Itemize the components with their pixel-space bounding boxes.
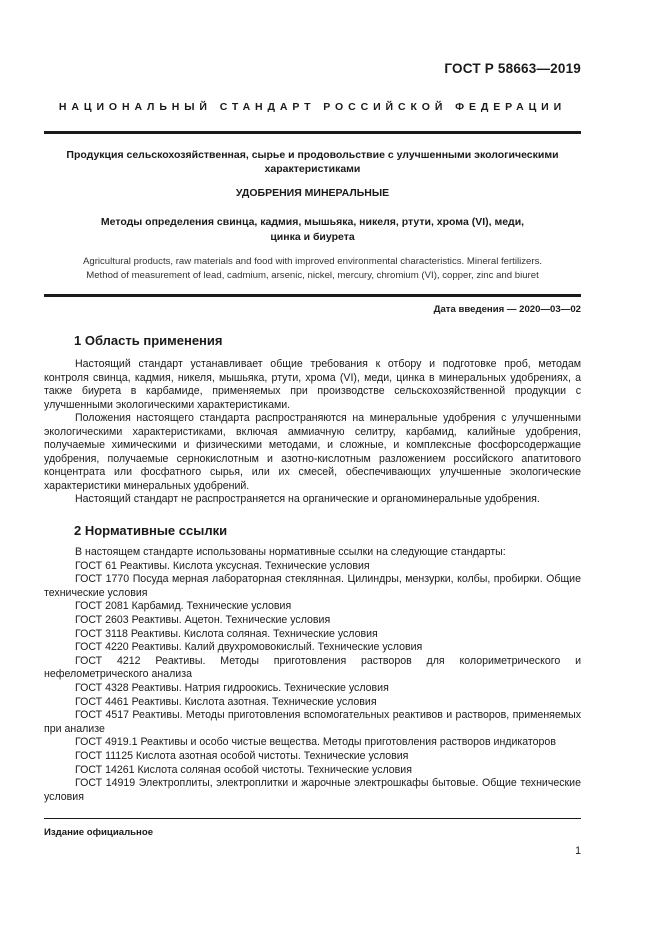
page-number: 1 bbox=[575, 845, 581, 857]
reference-item: ГОСТ 4461 Реактивы. Кислота азотная. Технические условия bbox=[75, 695, 377, 708]
english-title bbox=[44, 255, 581, 282]
national-standard-title: НАЦИОНАЛЬНЫЙ СТАНДАРТ РОССИЙСКОЙ ФЕДЕРАЦИИ bbox=[58, 101, 567, 113]
section-1-paragraph: Настоящий стандарт не распространяется на органические и органоминеральные удобрения. bbox=[75, 493, 540, 505]
reference-item: ГОСТ 14919 Электроплиты, электроплитки и жарочные электрошкафы бытовые. Общие технические условия bbox=[44, 777, 581, 803]
header-divider bbox=[44, 131, 581, 134]
reference-item: ГОСТ 4328 Реактивы. Натрия гидроокись. Технические условия bbox=[75, 682, 389, 694]
methods-line: цинка и биурета bbox=[270, 230, 355, 243]
methods-line: Методы определения свинца, кадмия, мышьяка, никеля, ртути, хрома (VI), меди, bbox=[100, 216, 525, 228]
english-title-line: Method of measurement of lead, cadmium, arsenic, nickel, mercury, chromium (VI), copper, zinc and biuret bbox=[86, 269, 539, 281]
references-intro: В настоящем стандарте использованы нормативные ссылки на следующие стандарты: bbox=[75, 546, 506, 558]
section-2-heading: 2 Нормативные ссылки bbox=[74, 523, 228, 538]
document-title bbox=[44, 148, 581, 176]
section-1-paragraph: Положения настоящего стандарта распространяются на минеральные удобрения с улучшенными экологическими характеристиками, включая аммиачную селитру, карбамид, калийные удобрения, получаемые химическими и физическими методами, и сложные, и комплексные фосфорсодержащие удобрения, получаемые сернокислотным и азотно-кислотным разложением российского апатитового концентрата или фосфатного сырья, или их смесей, обеспечивающих улучшенные экологические характеристики минеральных удобрений. bbox=[44, 412, 581, 492]
reference-item: ГОСТ 4212 Реактивы. Методы приготовления растворов для колориметрического и нефелометрического анализа bbox=[44, 654, 581, 681]
reference-item: ГОСТ 3118 Реактивы. Кислота соляная. Технические условия bbox=[75, 627, 378, 640]
introduction-date: Дата введения — 2020—03—02 bbox=[433, 304, 581, 315]
document-number: ГОСТ Р 58663—2019 bbox=[444, 61, 581, 76]
reference-item: ГОСТ 2081 Карбамид. Технические условия bbox=[75, 600, 292, 613]
reference-item: ГОСТ 4919.1 Реактивы и особо чистые вещества. Методы приготовления растворов индикаторов bbox=[75, 736, 556, 749]
methods-title bbox=[44, 215, 581, 244]
edition-label: Издание официальное bbox=[44, 827, 154, 838]
reference-item: ГОСТ 61 Реактивы. Кислота уксусная. Технические условия bbox=[75, 559, 370, 572]
section-1-paragraph: Настоящий стандарт устанавливает общие требования к отбору и подготовке проб, методам контроля свинца, кадмия, никеля, мышьяка, ртути, хрома (VI), меди, цинка в минеральных удобрениях, а также биурета в карбамиде, применяемых при производстве сельскохозяйственной продукции с улучшенными экологическими характеристиками. bbox=[44, 358, 581, 411]
reference-item: ГОСТ 4220 Реактивы. Калий двухромовокислый. Технические условия bbox=[75, 641, 423, 654]
reference-item: ГОСТ 2603 Реактивы. Ацетон. Технические условия bbox=[75, 614, 331, 626]
title-line: Продукция сельскохозяйственная, сырье и продовольствие с улучшенными экологическими bbox=[66, 149, 559, 161]
reference-item: ГОСТ 14261 Кислота соляная особой чистоты. Технические условия bbox=[75, 763, 412, 776]
title-line: характеристиками bbox=[264, 163, 361, 175]
english-title-line: Agricultural products, raw materials and food with improved environmental characteristics. Mineral fertilizers. bbox=[82, 256, 543, 267]
footer-divider bbox=[44, 818, 581, 819]
title-divider bbox=[44, 294, 581, 297]
section-1-heading: 1 Область применения bbox=[74, 333, 223, 348]
document-subtitle: УДОБРЕНИЯ МИНЕРАЛЬНЫЕ bbox=[235, 187, 390, 199]
reference-item: ГОСТ 4517 Реактивы. Методы приготовления вспомогательных реактивов и растворов, применяемых при анализе bbox=[44, 709, 581, 735]
reference-item: ГОСТ 1770 Посуда мерная лабораторная стеклянная. Цилиндры, мензурки, колбы, пробирки. Общие технические условия bbox=[44, 573, 581, 599]
reference-item: ГОСТ 11125 Кислота азотная особой чистоты. Технические условия bbox=[75, 750, 409, 762]
